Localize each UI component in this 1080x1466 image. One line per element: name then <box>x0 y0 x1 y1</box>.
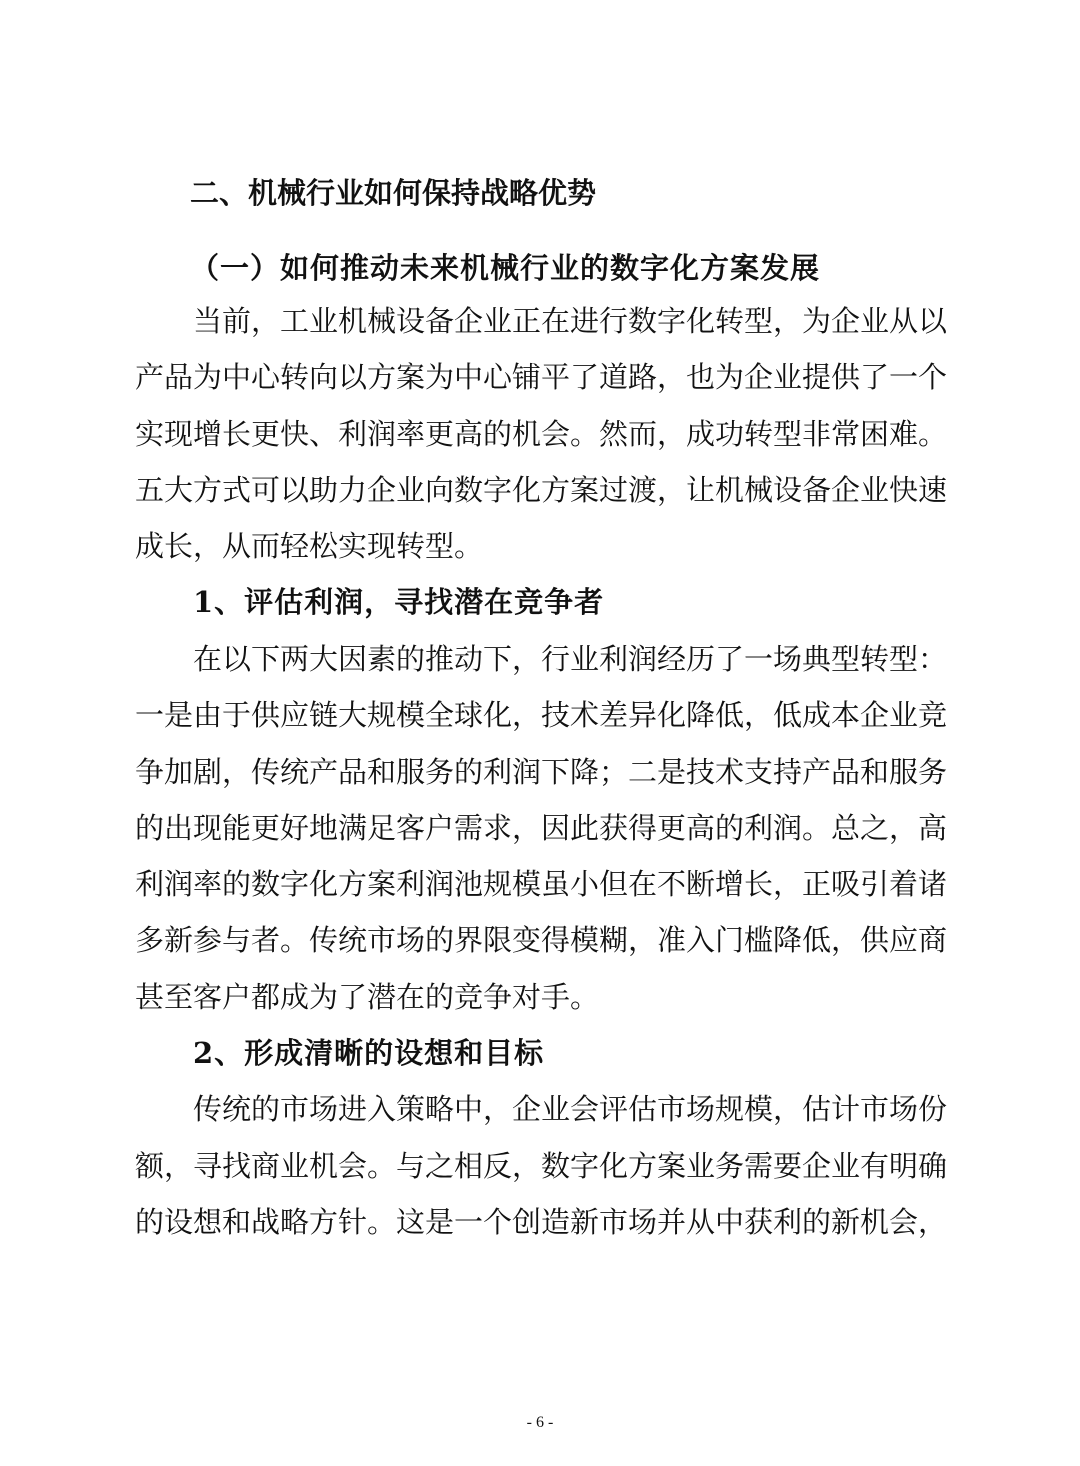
point1-line-3: 争加剧，传统产品和服务的利润下降；二是技术支持产品和服务 <box>135 755 948 789</box>
point1-line-7: 甚至客户都成为了潜在的竞争对手。 <box>135 980 600 1014</box>
point1-heading: 1、评估利润，寻找潜在竞争者 <box>193 585 605 619</box>
page-number: - 6 - <box>526 1414 554 1431</box>
point1-line-5: 利润率的数字化方案利润池规模虽小但在不断增长，正吸引着诸 <box>135 867 948 901</box>
point1-line-2: 一是由于供应链大规模全球化，技术差异化降低，低成本企业竞 <box>135 698 948 732</box>
point2-line-2: 额，寻找商业机会。与之相反，数字化方案业务需要企业有明确 <box>135 1149 948 1183</box>
section-heading: 二、机械行业如何保持战略优势 <box>190 176 597 210</box>
intro-line-5: 成长，从而轻松实现转型。 <box>135 529 484 563</box>
point1-line-4: 的出现能更好地满足客户需求，因此获得更高的利润。总之，高 <box>135 811 948 845</box>
subsection-heading: （一）如何推动未来机械行业的数字化方案发展 <box>190 251 821 285</box>
intro-line-1: 当前，工业机械设备企业正在进行数字化转型，为企业从以 <box>193 304 948 338</box>
point2-line-1: 传统的市场进入策略中，企业会评估市场规模，估计市场份 <box>193 1092 948 1126</box>
point2-heading: 2、形成清晰的设想和目标 <box>193 1036 545 1070</box>
point2-line-3: 的设想和战略方针。这是一个创造新市场并从中获利的新机会， <box>135 1205 948 1239</box>
point1-line-6: 多新参与者。传统市场的界限变得模糊，准入门槛降低，供应商 <box>135 923 948 957</box>
point1-line-1: 在以下两大因素的推动下，行业利润经历了一场典型转型： <box>193 642 948 676</box>
intro-line-2: 产品为中心转向以方案为中心铺平了道路，也为企业提供了一个 <box>135 360 948 394</box>
intro-line-3: 实现增长更快、利润率更高的机会。然而，成功转型非常困难。 <box>135 417 948 451</box>
intro-line-4: 五大方式可以助力企业向数字化方案过渡，让机械设备企业快速 <box>135 473 948 507</box>
